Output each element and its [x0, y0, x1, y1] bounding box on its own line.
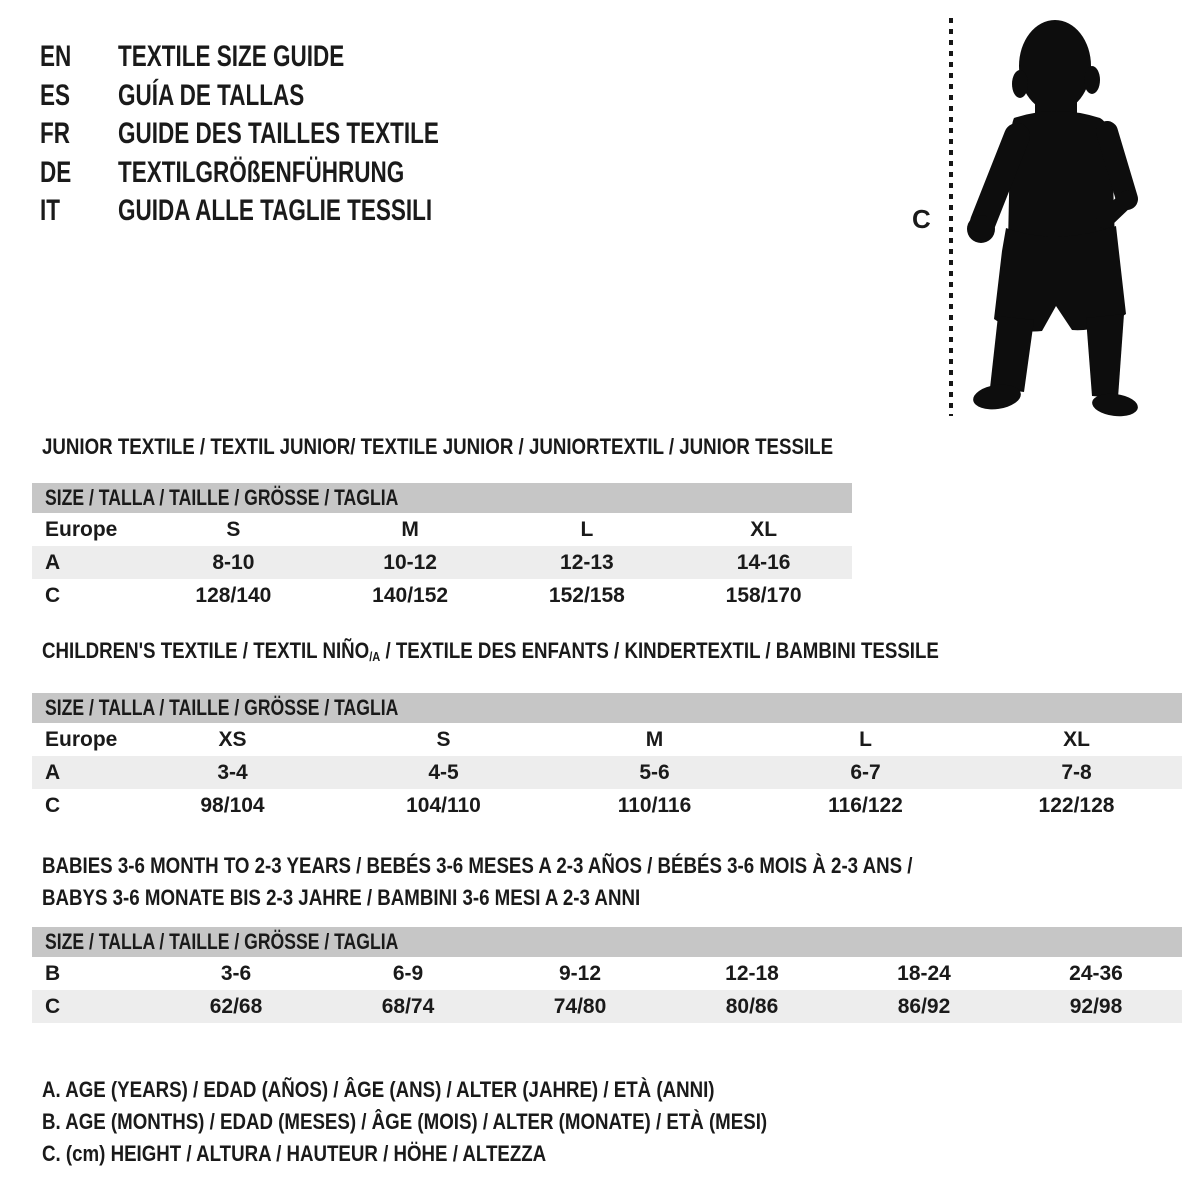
height-cell: 104/110	[406, 793, 481, 817]
height-cell: 140/152	[372, 583, 449, 607]
lang-title-es: GUÍA DE TALLAS	[118, 78, 305, 112]
table-row	[32, 990, 1182, 1023]
lang-title-en: TEXTILE SIZE GUIDE	[118, 40, 345, 74]
table-row	[32, 957, 1182, 990]
row-label-b: B	[45, 961, 61, 985]
lang-row-fr	[40, 115, 546, 154]
silhouette-right-leg	[1086, 314, 1124, 398]
junior-size-header-bar	[32, 483, 852, 513]
age-cell: 10-12	[383, 550, 437, 574]
babies-size-header-bar	[32, 927, 1182, 957]
footnotes	[42, 1074, 895, 1170]
age-cell: 7-8	[1061, 760, 1092, 784]
size-cell: XL	[750, 517, 778, 541]
age-cell: 3-4	[217, 760, 248, 784]
age-cell: 8-10	[212, 550, 255, 574]
height-cell: 98/104	[200, 793, 265, 817]
footnote-b: B. AGE (MONTHS) / EDAD (MESES) / ÂGE (MOIS) / ALTER (MONATE) / ETÀ (MESI)	[42, 1109, 768, 1134]
lang-row-en	[40, 38, 546, 77]
table-row	[32, 789, 1182, 822]
language-header	[40, 38, 546, 231]
table-row	[32, 723, 1182, 756]
age-months-cell: 6-9	[392, 961, 424, 985]
footnote-c: C. (cm) HEIGHT / ALTURA / HAUTEUR / HÖHE / ALTEZZA	[42, 1141, 547, 1166]
table-row	[32, 756, 1182, 789]
size-cell: M	[645, 727, 664, 751]
height-cell: 80/86	[725, 994, 779, 1018]
toddler-silhouette-image	[960, 16, 1145, 418]
age-cell: 12-13	[560, 550, 614, 574]
children-size-header-bar	[32, 693, 1182, 723]
height-cell: 68/74	[381, 994, 435, 1018]
height-cell: 74/80	[553, 994, 607, 1018]
lang-row-de	[40, 154, 546, 193]
age-months-cell: 18-24	[897, 961, 951, 985]
age-months-cell: 24-36	[1069, 961, 1123, 985]
age-cell: 14-16	[736, 550, 791, 574]
junior-size-table	[32, 483, 852, 612]
lang-title-fr: GUIDE DES TAILLES TEXTILE	[118, 117, 439, 151]
junior-size-header-text: SIZE / TALLA / TAILLE / GRÖSSE / TAGLIA	[45, 485, 399, 510]
silhouette-shorts	[994, 226, 1126, 332]
size-cell: L	[859, 727, 872, 751]
height-cell: 116/122	[828, 793, 903, 817]
height-cell: 158/170	[725, 583, 802, 607]
height-cell: 86/92	[897, 994, 951, 1018]
junior-section-title: JUNIOR TEXTILE / TEXTIL JUNIOR/ TEXTILE JUNIOR / JUNIORTEXTIL / JUNIOR TESSILE	[42, 434, 834, 459]
size-cell: XL	[1063, 727, 1090, 751]
silhouette-right-ear	[1084, 66, 1100, 94]
lang-row-es	[40, 77, 546, 116]
babies-section-title	[42, 850, 1066, 914]
row-label-europe: Europe	[45, 517, 118, 541]
row-label-c: C	[45, 994, 61, 1018]
age-cell: 4-5	[428, 760, 459, 784]
babies-size-table	[32, 927, 1182, 1023]
row-label-c: C	[45, 583, 61, 607]
height-cell: 92/98	[1069, 994, 1123, 1018]
age-months-cell: 9-12	[558, 961, 602, 985]
lang-code-en: EN	[40, 40, 72, 74]
age-months-cell: 12-18	[725, 961, 779, 985]
row-label-europe: Europe	[45, 727, 118, 751]
lang-code-es: ES	[40, 78, 71, 112]
size-cell: S	[436, 727, 451, 751]
lang-row-it	[40, 192, 546, 231]
babies-title-line1: BABIES 3-6 MONTH TO 2-3 YEARS / BEBÉS 3-6 MESES A 2-3 AÑOS / BÉBÉS 3-6 MOIS À 2-3 ANS /	[42, 853, 913, 878]
row-label-c: C	[45, 793, 61, 817]
age-cell: 5-6	[639, 760, 670, 784]
lang-code-fr: FR	[40, 117, 70, 151]
silhouette-left-fist	[967, 215, 995, 243]
height-measure-dashed-line	[949, 18, 953, 416]
height-cell: 152/158	[548, 583, 625, 607]
table-row	[32, 546, 852, 579]
table-row	[32, 579, 852, 612]
babies-size-header-text: SIZE / TALLA / TAILLE / GRÖSSE / TAGLIA	[45, 929, 399, 954]
height-cell: 128/140	[195, 583, 272, 607]
size-cell: S	[226, 517, 241, 541]
size-cell: L	[580, 517, 594, 541]
children-section-title: CHILDREN'S TEXTILE / TEXTIL NIÑO/A / TEXTILE DES ENFANTS / KINDERTEXTIL / BAMBINI TESSILE	[42, 638, 939, 664]
title-subscript: /A	[369, 649, 381, 664]
lang-title-de: TEXTILGRÖßENFÜHRUNG	[118, 155, 405, 189]
children-size-table	[32, 693, 1182, 822]
silhouette-left-leg	[990, 316, 1034, 392]
age-months-cell: 3-6	[220, 961, 252, 985]
babies-title-line2: BABYS 3-6 MONATE BIS 2-3 JAHRE / BAMBINI 3-6 MESI A 2-3 ANNI	[42, 885, 641, 910]
height-cell: 62/68	[209, 994, 263, 1018]
silhouette-left-ear	[1012, 70, 1028, 98]
height-marker-label: C	[912, 204, 931, 234]
lang-title-it: GUIDA ALLE TAGLIE TESSILI	[118, 194, 433, 228]
footnote-a: A. AGE (YEARS) / EDAD (AÑOS) / ÂGE (ANS) / ALTER (JAHRE) / ETÀ (ANNI)	[42, 1077, 715, 1102]
row-label-a: A	[45, 550, 61, 574]
table-row	[32, 513, 852, 546]
row-label-a: A	[45, 760, 61, 784]
lang-code-de: DE	[40, 155, 72, 189]
size-cell: XS	[218, 727, 247, 751]
height-cell: 110/116	[617, 793, 692, 817]
size-cell: M	[401, 517, 419, 541]
age-cell: 6-7	[850, 760, 881, 784]
lang-code-it: IT	[40, 194, 61, 228]
height-cell: 122/128	[1038, 793, 1115, 817]
children-size-header-text: SIZE / TALLA / TAILLE / GRÖSSE / TAGLIA	[45, 695, 399, 720]
